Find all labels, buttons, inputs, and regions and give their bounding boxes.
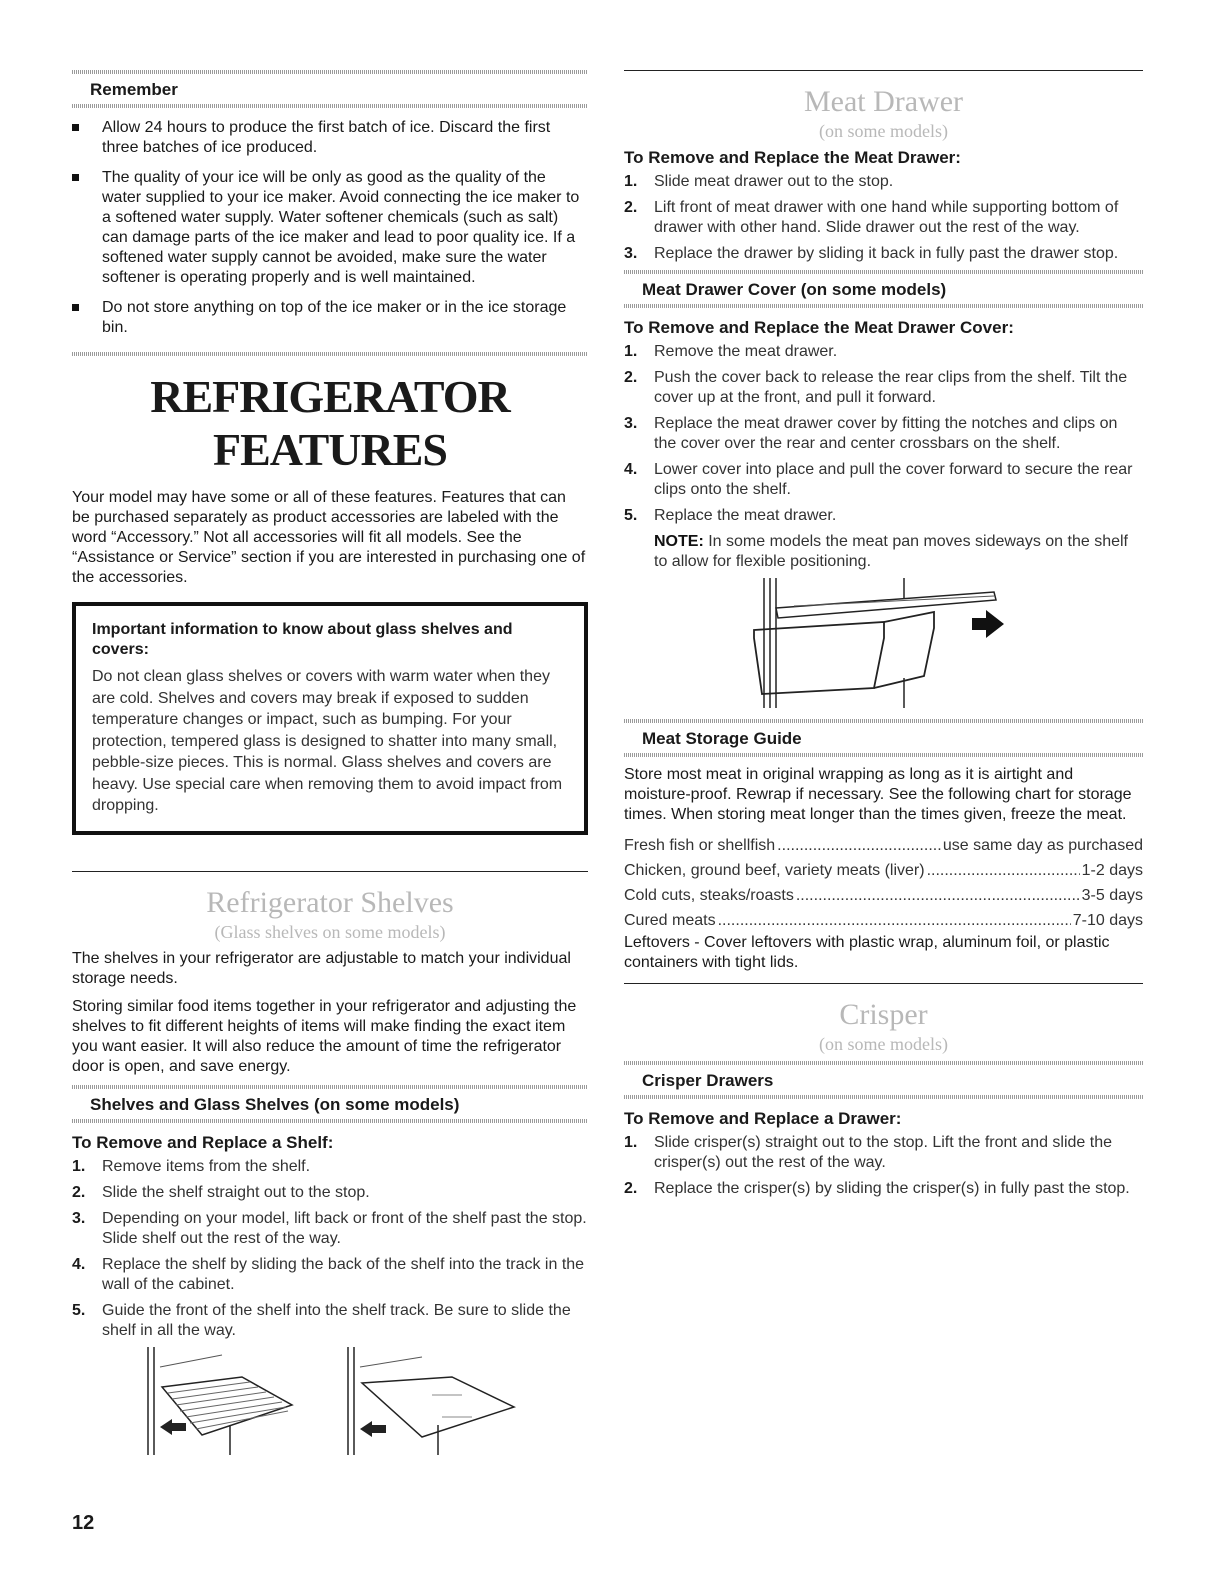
crisper-subtitle: (on some models) bbox=[819, 1034, 948, 1054]
glass-notice-box bbox=[72, 602, 588, 835]
remember-list bbox=[72, 118, 588, 338]
list-item: 1. Remove items from the shelf. bbox=[72, 1157, 311, 1175]
right-column bbox=[624, 70, 1143, 1205]
crisper-steps bbox=[624, 1133, 1143, 1199]
cover-steps bbox=[624, 342, 1143, 526]
table-row: Chicken, ground beef, variety meats (liver) ..... 1-2 days bbox=[624, 858, 1143, 883]
list-item: 2. Push the cover back to release the rear clips from the shelf. Tilt the cover up at the front, and pull it forward. bbox=[624, 369, 1128, 406]
section-rule bbox=[72, 871, 588, 872]
glass-shelf-illustration bbox=[342, 1347, 522, 1457]
leftovers-text: Leftovers - Cover leftovers with plastic wrap, aluminum foil, or plastic containers with tight lids. bbox=[624, 934, 1110, 971]
shelves-subtitle: (Glass shelves on some models) bbox=[214, 921, 446, 942]
meat-drawer-procedure-title: To Remove and Replace the Meat Drawer: bbox=[624, 148, 961, 167]
list-item: 2. Replace the crisper(s) by sliding the crisper(s) in fully past the stop. bbox=[624, 1180, 1130, 1197]
divider bbox=[624, 304, 1143, 308]
remember-heading: Remember bbox=[90, 80, 178, 99]
notice-body: Do not clean glass shelves or covers with warm water when they are cold. Shelves and covers may break if exposed to sudden temperature changes or impact, such as bumping. For your protection, tempered glass is designed to shatter into many small, pebble-size pieces. This is normal. Glass shelves and covers are heavy. Use special care when removing them to avoid impact from dropping. bbox=[92, 668, 563, 814]
list-item: 5. Guide the front of the shelf into the shelf track. Be sure to slide the shelf in all the way. bbox=[72, 1301, 571, 1339]
notice-title: Important information to know about glass shelves and covers: bbox=[92, 621, 513, 658]
list-item: 2. Lift front of meat drawer with one hand while supporting bottom of drawer with other hand. Slide drawer out the rest of the way. bbox=[624, 199, 1119, 236]
list-item: Do not store anything on top of the ice maker or in the ice storage bin. bbox=[72, 298, 588, 338]
shelves-subheading: Shelves and Glass Shelves (on some models) bbox=[90, 1094, 460, 1114]
divider bbox=[72, 104, 588, 108]
table-row: Cured meats ..... 7-10 days bbox=[624, 908, 1143, 933]
section-rule bbox=[624, 983, 1143, 984]
meat-pan-note: NOTE: In some models the meat pan moves sideways on the shelf to allow for flexible positioning. bbox=[654, 533, 1128, 570]
crisper-title: Crisper bbox=[839, 998, 928, 1031]
table-row: Cold cuts, steaks/roasts ..... 3-5 days bbox=[624, 883, 1143, 908]
features-intro: Your model may have some or all of these features. Features that can be purchased separately as product accessories are labeled with the word “Accessory.” Not all accessories will fit all models. See the “Assistance or Service” section if you are interested in purchasing one of the accessories. bbox=[72, 489, 586, 586]
shelf-illustrations bbox=[72, 1347, 588, 1457]
meat-drawer-illustration bbox=[624, 578, 1143, 713]
list-item: Allow 24 hours to produce the first batch of ice. Discard the first three batches of ice produced. bbox=[72, 118, 588, 158]
divider bbox=[72, 352, 588, 356]
storage-guide-heading: Meat Storage Guide bbox=[642, 729, 802, 748]
section-rule bbox=[624, 70, 1143, 71]
list-item: 3. Depending on your model, lift back or front of the shelf past the stop. Slide shelf out the rest of the way. bbox=[72, 1209, 587, 1247]
page-title: REFRIGERATOR FEATURES bbox=[150, 371, 510, 475]
meat-drawer-steps bbox=[624, 172, 1143, 264]
list-item: 1. Remove the meat drawer. bbox=[624, 343, 838, 360]
list-item: The quality of your ice will be only as good as the quality of the water supplied to your ice maker. Avoid connecting the ice maker to a softened water supply. Water softener chemicals (such as salt) can damage parts of the ice maker and lead to poor quality ice. If a softened water supply cannot be avoided, make sure the water softener is operating properly and is well maintained. bbox=[72, 168, 588, 288]
shelves-paragraph: Storing similar food items together in your refrigerator and adjusting the shelves to fit different heights of items will make finding the exact item you want easier. It will also reduce the amount of time the refrigerator door is open, and save energy. bbox=[72, 997, 577, 1075]
meat-drawer-title: Meat Drawer bbox=[803, 85, 964, 118]
left-column bbox=[72, 70, 588, 1463]
storage-guide-intro: Store most meat in original wrapping as long as it is airtight and moisture-proof. Rewrap if necessary. See the following chart for storage times. When storing meat longer than the times given, freeze the meat. bbox=[624, 766, 1132, 823]
list-item: 3. Replace the drawer by sliding it back in fully past the drawer stop. bbox=[624, 245, 1119, 262]
list-item: 1. Slide meat drawer out to the stop. bbox=[624, 173, 894, 190]
shelf-procedure-title: To Remove and Replace a Shelf: bbox=[72, 1132, 334, 1152]
shelves-title: Refrigerator Shelves bbox=[206, 885, 454, 919]
list-item: 2. Slide the shelf straight out to the stop. bbox=[72, 1183, 370, 1201]
meat-drawer-subtitle: (on some models) bbox=[819, 121, 948, 141]
divider bbox=[624, 1095, 1143, 1099]
divider bbox=[72, 1119, 588, 1123]
list-item: 4. Lower cover into place and pull the cover forward to secure the rear clips onto the shelf. bbox=[624, 461, 1133, 498]
crisper-procedure-title: To Remove and Replace a Drawer: bbox=[624, 1109, 902, 1128]
crisper-heading: Crisper Drawers bbox=[642, 1071, 774, 1090]
list-item: 4. Replace the shelf by sliding the back of the shelf into the track in the wall of the cabinet. bbox=[72, 1255, 585, 1293]
meat-drawer-cover-heading: Meat Drawer Cover (on some models) bbox=[642, 280, 947, 299]
cover-procedure-title: To Remove and Replace the Meat Drawer Cover: bbox=[624, 318, 1014, 337]
divider bbox=[624, 753, 1143, 757]
list-item: 1. Slide crisper(s) straight out to the stop. Lift the front and slide the crisper(s) out the rest of the way. bbox=[624, 1134, 1113, 1171]
wire-shelf-illustration bbox=[142, 1347, 302, 1457]
page-number: 12 bbox=[72, 1512, 95, 1534]
table-row: Fresh fish or shellfish ..... use same day as purchased bbox=[624, 833, 1143, 858]
shelf-steps bbox=[72, 1157, 588, 1341]
shelves-paragraph: The shelves in your refrigerator are adjustable to match your individual storage needs. bbox=[72, 949, 571, 987]
list-item: 3. Replace the meat drawer cover by fitting the notches and clips on the cover over the rear and center crossbars on the shelf. bbox=[624, 415, 1118, 452]
list-item: 5. Replace the meat drawer. bbox=[624, 507, 837, 524]
